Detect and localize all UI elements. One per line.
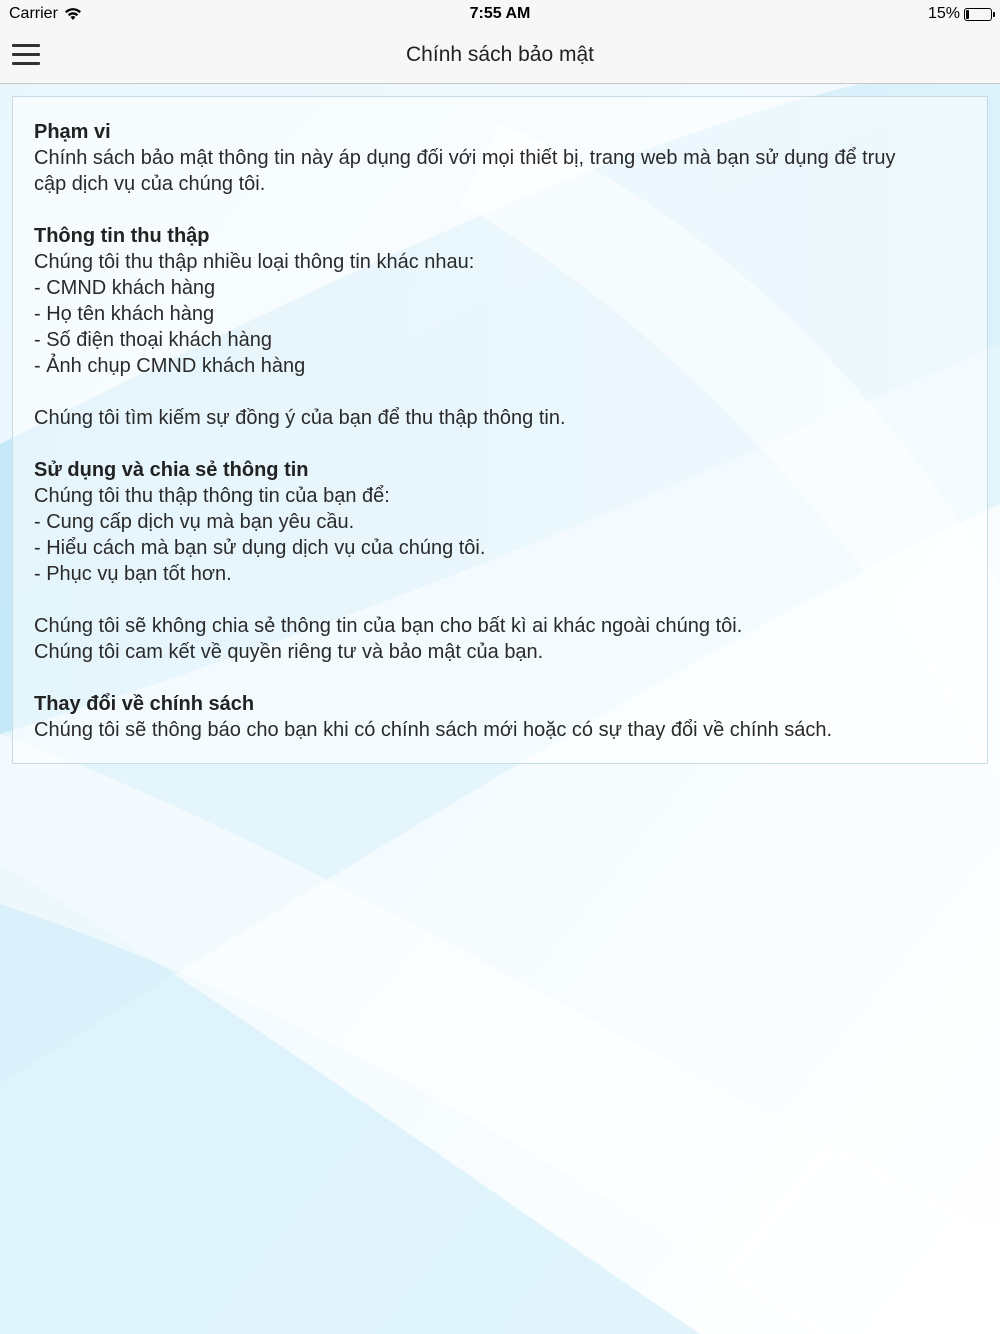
section-usage: [34, 457, 966, 665]
battery-level: [966, 10, 969, 19]
section-changes: [34, 691, 966, 743]
list-item: - Hiểu cách mà bạn sử dụng dịch vụ của chúng tôi.: [34, 537, 486, 559]
page-title: Chính sách bảo mật: [406, 43, 594, 66]
section-scope: [34, 119, 966, 197]
section-heading: Thay đổi về chính sách: [34, 693, 255, 715]
list-item: - Số điện thoại khách hàng: [34, 329, 272, 351]
section-collection: [34, 223, 966, 431]
section-heading: Sử dụng và chia sẻ thông tin: [34, 459, 309, 481]
battery-percent: 15%: [927, 5, 960, 22]
section-heading: Phạm vi: [34, 121, 111, 143]
text-line: Chính sách bảo mật thông tin này áp dụng đối với mọi thiết bị, trang web mà bạn sử dụng để truy: [34, 147, 896, 169]
consent-text: Chúng tôi tìm kiếm sự đồng ý của bạn để thu thập thông tin.: [34, 407, 566, 429]
section-heading: Thông tin thu thập: [34, 225, 210, 247]
navigation-bar: [0, 28, 1000, 84]
text-line: Chúng tôi sẽ thông báo cho bạn khi có chính sách mới hoặc có sự thay đổi về chính sách.: [34, 719, 833, 741]
text-line: Chúng tôi thu thập nhiều loại thông tin khác nhau:: [34, 251, 475, 273]
status-right: [928, 5, 992, 23]
list-item: - CMND khách hàng: [34, 277, 216, 299]
list-item: - Phục vụ bạn tốt hơn.: [34, 563, 232, 585]
spacer: [34, 379, 966, 405]
carrier-label: Carrier: [9, 5, 58, 22]
list-item: - Ảnh chụp CMND khách hàng: [34, 355, 306, 377]
text-line: Chúng tôi thu thập thông tin của bạn để:: [34, 485, 390, 507]
privacy-policy-card: [12, 96, 988, 764]
battery-icon: [964, 8, 992, 21]
list-item: - Cung cấp dịch vụ mà bạn yêu cầu.: [34, 511, 355, 533]
commitment-text: Chúng tôi sẽ không chia sẻ thông tin của bạn cho bất kì ai khác ngoài chúng tôi.: [34, 615, 743, 637]
status-bar: [0, 0, 1000, 28]
list-item: - Họ tên khách hàng: [34, 303, 215, 325]
text-line: cập dịch vụ của chúng tôi.: [34, 173, 266, 195]
spacer: [34, 587, 966, 613]
status-time: 7:55 AM: [469, 5, 531, 22]
commitment-text: Chúng tôi cam kết về quyền riêng tư và bảo mật của bạn.: [34, 641, 544, 663]
